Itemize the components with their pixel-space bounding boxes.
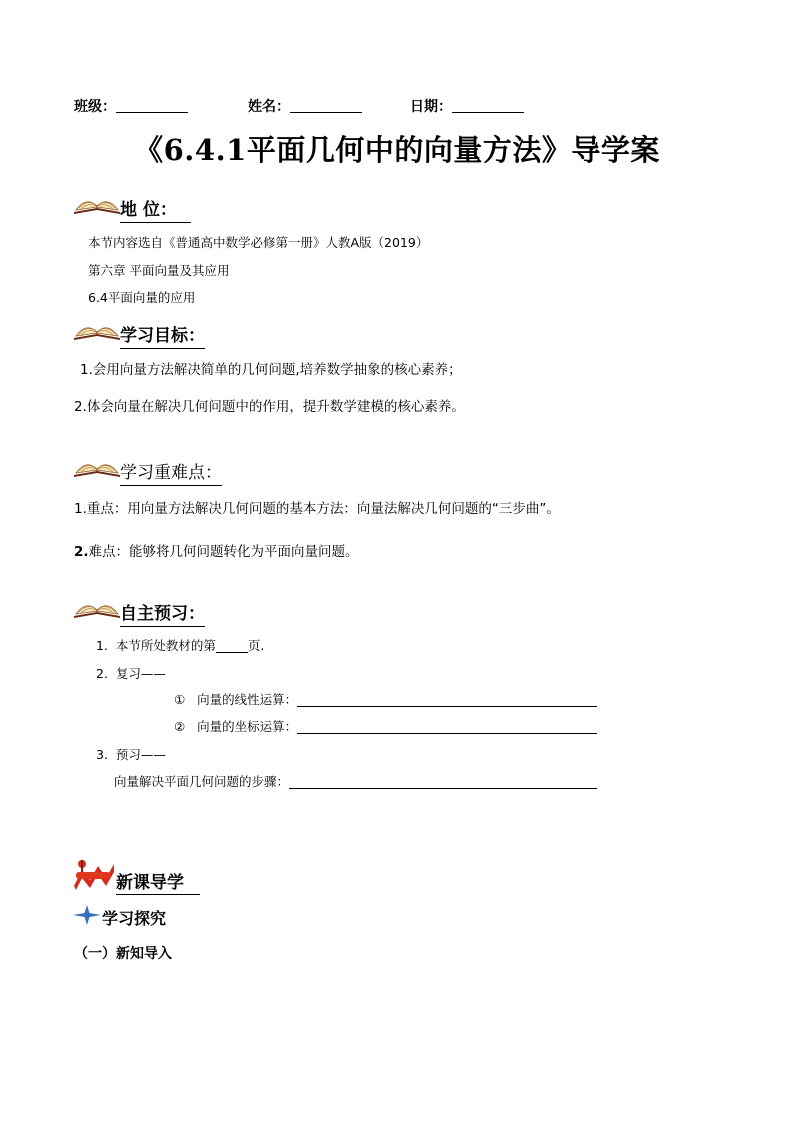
study-item-2-text: 复习—— <box>115 666 166 681</box>
explore-title: 学习探究 <box>102 909 167 928</box>
position-section-header <box>72 190 202 220</box>
name-label: 姓名： <box>248 99 290 115</box>
class-field <box>74 96 188 116</box>
new-lesson-header <box>72 856 212 892</box>
date-label: 日期： <box>410 99 452 115</box>
difficulty-line <box>74 540 359 560</box>
coordinate-ops-blank[interactable] <box>297 719 597 734</box>
study-item-2 <box>96 664 166 682</box>
review-item-2 <box>174 717 597 735</box>
part-one-title: （一）新知导入 <box>74 946 172 962</box>
key-points-section-title: 学习重难点： <box>120 458 222 486</box>
name-blank[interactable] <box>290 98 362 113</box>
goal-item-1: 1.会用向量方法解决简单的几何问题,培养数学抽象的核心素养； <box>80 362 462 378</box>
preview-steps <box>114 772 597 790</box>
open-book-icon <box>72 453 122 479</box>
study-item-1-suffix: 页. <box>247 638 265 653</box>
key-point-num: 1. <box>74 501 87 517</box>
open-book-icon <box>72 316 122 342</box>
self-study-section-title: 自主预习： <box>120 599 205 627</box>
difficulty-text: 难点：能够将几何问题转化为平面向量问题。 <box>88 544 359 560</box>
difficulty-num: 2. <box>74 544 89 560</box>
review-item-2-mark: ② <box>174 719 186 734</box>
class-label: 班级： <box>74 99 116 115</box>
self-study-section-header <box>72 594 222 624</box>
study-item-1-prefix: 本节所处教材的第 <box>115 638 216 653</box>
linear-ops-blank[interactable] <box>297 692 597 707</box>
page-number-blank[interactable] <box>216 638 248 653</box>
review-item-2-text: 向量的坐标运算： <box>197 719 298 734</box>
key-points-section-header <box>72 453 242 483</box>
review-item-1-mark: ① <box>174 692 186 707</box>
position-section-title: 地 位： <box>120 195 191 223</box>
new-lesson-title: 新课导学 <box>116 868 200 895</box>
key-point-line <box>74 497 560 517</box>
study-item-1 <box>96 636 264 654</box>
review-item-1 <box>174 690 597 708</box>
explore-header <box>72 904 202 928</box>
class-blank[interactable] <box>116 98 188 113</box>
goals-section-title: 学习目标： <box>120 321 205 349</box>
date-blank[interactable] <box>452 98 524 113</box>
chapter-line: 第六章 平面向量及其应用 <box>88 263 230 278</box>
key-point-text: 重点：用向量方法解决几何问题的基本方法：向量法解决几何问题的“三步曲”。 <box>86 501 560 517</box>
preview-steps-text: 向量解决平面几何问题的步骤： <box>114 774 290 789</box>
goals-section-header <box>72 316 222 346</box>
study-item-3-text: 预习—— <box>115 747 166 762</box>
study-item-3 <box>96 745 166 763</box>
section-line: 6.4平面向量的应用 <box>88 290 196 305</box>
page-title: 《6.4.1平面几何中的向量方法》导学案 <box>134 133 660 167</box>
preview-steps-blank[interactable] <box>289 774 597 789</box>
study-item-2-num: 2. <box>96 666 108 681</box>
lesson-banner-icon <box>72 856 116 890</box>
study-item-3-num: 3. <box>96 747 108 762</box>
open-book-icon <box>72 594 122 620</box>
name-field <box>248 96 362 116</box>
textbook-line: 本节内容选自《普通高中数学必修第一册》人教A版（2019） <box>88 235 429 250</box>
study-item-1-num: 1. <box>96 638 108 653</box>
goal-item-2: 2.体会向量在解决几何问题中的作用，提升数学建模的核心素养。 <box>74 399 465 415</box>
date-field <box>410 96 524 116</box>
review-item-1-text: 向量的线性运算： <box>197 692 298 707</box>
open-book-icon <box>72 190 122 216</box>
four-point-star-icon <box>72 904 102 926</box>
